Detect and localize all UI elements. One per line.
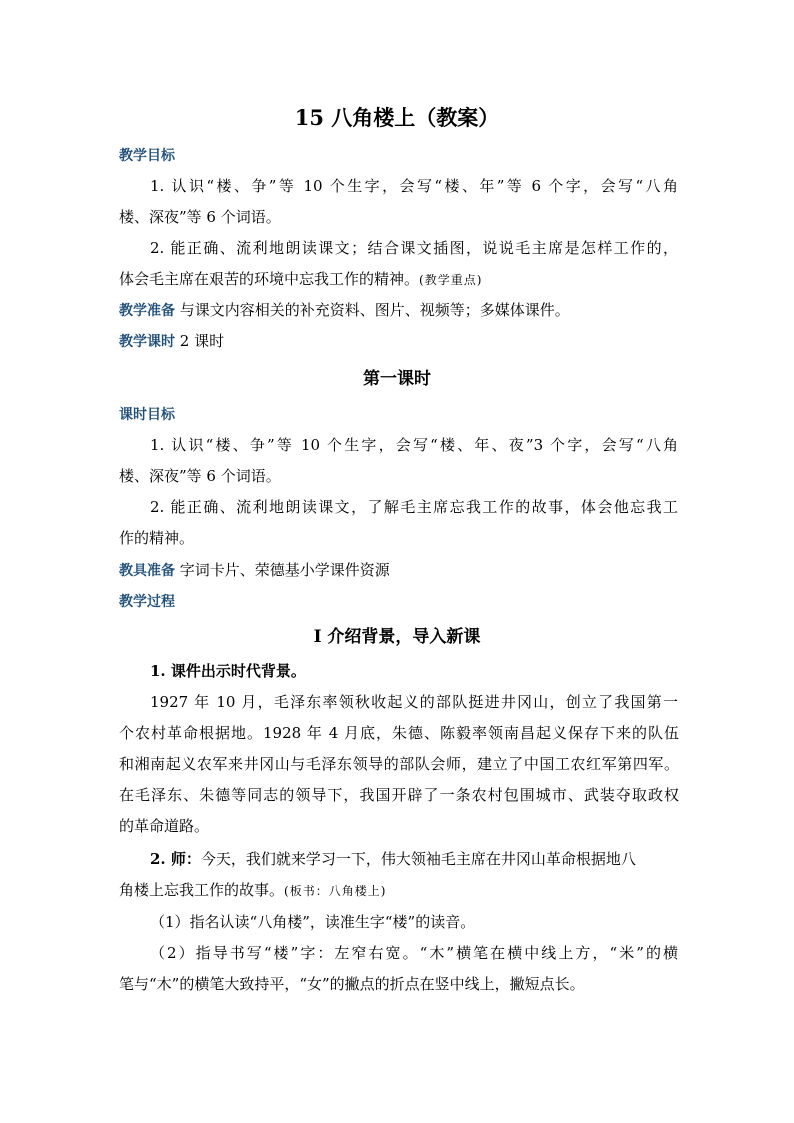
goals-label: 教学目标 [119, 148, 175, 164]
section-label-goals [119, 145, 679, 166]
goal-1-line-2: 楼、深夜”等 6 个词语。 [119, 208, 281, 226]
hours-label: 教学课时 [119, 334, 175, 350]
document-title: 15 八角楼上（教案） [294, 105, 500, 130]
prep-row [119, 300, 679, 321]
sub-step-1: （1）指名认读“八角楼”，读准生字“楼”的读音。 [150, 913, 476, 931]
goal-2-line-2 [119, 269, 679, 290]
blackboard-note: (板书：八角楼上) [284, 884, 387, 898]
background-line-1: 1927 年 10 月，毛泽东率领秋收起义的部队挺进井冈山，创立了我国第一 [150, 693, 678, 711]
tools-label: 教具准备 [119, 563, 175, 579]
lesson-goal-2-line-1: 2. 能正确、流利地朗读课文，了解毛主席忘我工作的故事，体会他忘我工 [150, 498, 678, 516]
process-label: 教学过程 [119, 594, 175, 610]
goal-1-line-1: 1. 认识“楼、争”等 10 个生字，会写“楼、年”等 6 个字，会写“八角 [150, 177, 678, 195]
step-2-text: 今天，我们就来学习一下，伟大领袖毛主席在井冈山革命根据地八 [200, 850, 636, 868]
section-1-heading: Ⅰ 介绍背景，导入新课 [313, 627, 481, 647]
section-label-lesson-goals [119, 404, 679, 425]
lesson-goals-label: 课时目标 [119, 407, 175, 423]
hours-text: 2 课时 [179, 332, 225, 350]
background-line-5: 的革命道路。 [119, 817, 210, 835]
prep-label: 教学准备 [119, 303, 175, 319]
lesson-1-heading: 第一课时 [363, 369, 431, 389]
key-point-note: (教学重点) [419, 273, 483, 287]
step-2-line-2 [119, 880, 679, 901]
hours-row [119, 331, 679, 352]
goal-2-text: 体会毛主席在艰苦的环境中忘我工作的精神。 [119, 270, 420, 288]
background-line-4: 在毛泽东、朱德等同志的领导下，我国开辟了一条农村包围城市、武装夺取政权 [119, 786, 679, 804]
lesson-goal-2-line-2: 作的精神。 [119, 529, 195, 547]
lesson-goal-1-line-1: 1. 认识“楼、争”等 10 个生字，会写“楼、年、夜”3 个字，会写“八角 [150, 436, 678, 454]
background-line-3: 和湘南起义农军来井冈山与毛泽东领导的部队会师，建立了中国工农红军第四军。 [119, 755, 679, 773]
step-2-text-2: 角楼上忘我工作的故事。 [119, 881, 285, 899]
background-line-2: 个农村革命根据地。1928 年 4 月底，朱德、陈毅率领南昌起义保存下来的队伍 [119, 724, 679, 742]
step-2-line-1 [150, 849, 678, 869]
tools-text: 字词卡片、荣德基小学课件资源 [179, 561, 390, 579]
section-label-process [119, 591, 679, 612]
sub-step-2-line-2: 笔与“木”的横笔大致持平，“女”的撇点的折点在竖中线上，撇短点长。 [119, 975, 585, 993]
tools-row [119, 560, 679, 581]
step-1-title: 1. 课件出示时代背景。 [150, 662, 306, 680]
sub-step-2-line-1: （2）指导书写“楼”字：左窄右宽。“木”横笔在横中线上方，“米”的横 [150, 944, 678, 962]
lesson-goal-1-line-2: 楼、深夜”等 6 个词语。 [119, 467, 281, 485]
goal-2-line-1: 2. 能正确、流利地朗读课文；结合课文插图，说说毛主席是怎样工作的， [150, 239, 678, 257]
prep-text: 与课文内容相关的补充资料、图片、视频等；多媒体课件。 [179, 301, 570, 319]
step-2-label: 2. 师： [150, 850, 201, 868]
